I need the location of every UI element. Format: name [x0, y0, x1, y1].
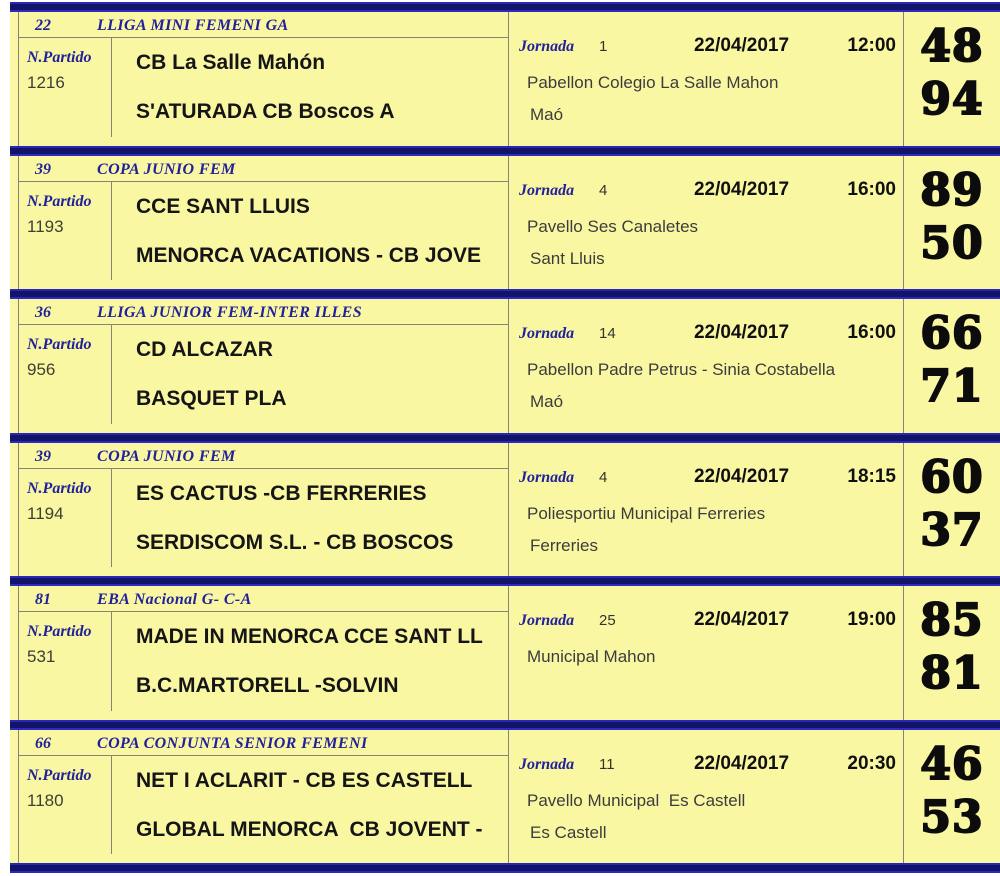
jornada-number: 1 [599, 38, 608, 55]
jornada-number: 25 [599, 612, 616, 629]
home-team-name: CB La Salle Mahón [136, 51, 326, 74]
match-teams-area [19, 182, 508, 290]
separator-bar [10, 2, 1000, 12]
jornada-row [509, 609, 903, 631]
npartido-value: 956 [27, 360, 56, 379]
venue-city: Maó [530, 392, 564, 411]
match-time: 12:00 [847, 35, 896, 56]
jornada-row [509, 466, 903, 488]
venue-name: Pabellon Padre Petrus - Sinia Costabella [527, 360, 836, 379]
jornada-number: 4 [599, 181, 608, 199]
venue-name: Pavello Ses Canaletes [527, 216, 699, 236]
away-team-name: B.C.MARTORELL -SOLVIN [136, 674, 399, 697]
away-score: 53 [920, 791, 984, 843]
away-score: 50 [920, 217, 984, 269]
match-score-cell [903, 443, 1000, 577]
match-number-column [19, 756, 112, 855]
npartido-label: N.Partido [27, 623, 92, 640]
match-competition-cell [18, 12, 508, 146]
match-number-column [19, 469, 112, 568]
away-team-name: SERDISCOM S.L. - CB BOSCOS [136, 530, 454, 554]
match-date: 22/04/2017 [693, 35, 790, 56]
separator-bar [10, 720, 1000, 730]
npartido-label: N.Partido [27, 49, 92, 66]
home-team-name: MADE IN MENORCA CCE SANT LL [136, 625, 483, 648]
match-competition-cell [18, 730, 508, 864]
venue-name: Poliesportiu Municipal Ferreries [527, 503, 766, 523]
match-competition-cell [18, 156, 508, 290]
match-score-cell [903, 586, 1000, 720]
separator-bar [10, 289, 1000, 299]
competition-header [19, 299, 508, 325]
jornada-label: Jornada [519, 181, 575, 199]
match-number-column [19, 325, 112, 424]
npartido-label: N.Partido [27, 766, 92, 784]
match-date: 22/04/2017 [693, 322, 790, 343]
competition-name: LLIGA MINI FEMENI GA [97, 17, 289, 34]
match-competition-cell [18, 299, 508, 433]
match-row [10, 299, 1000, 433]
competition-header [19, 156, 508, 182]
jornada-label: Jornada [519, 38, 575, 55]
competition-header [19, 730, 508, 756]
away-team-name: BASQUET PLA [136, 387, 287, 410]
competition-id: 39 [35, 160, 51, 178]
separator-bar [10, 863, 1000, 873]
jornada-row [509, 35, 903, 57]
match-row [10, 156, 1000, 290]
match-time: 16:00 [847, 178, 896, 200]
home-score: 89 [920, 164, 984, 216]
separator-bar [10, 146, 1000, 156]
npartido-value: 531 [27, 647, 56, 666]
match-number-column [19, 182, 112, 281]
match-schedule-cell [508, 586, 903, 720]
away-team-name: MENORCA VACATIONS - CB JOVE [136, 243, 481, 267]
match-time: 20:30 [847, 752, 896, 774]
separator-bar [10, 433, 1000, 443]
match-number-column [19, 612, 112, 711]
separator-bar [10, 576, 1000, 586]
teams-list [112, 325, 508, 433]
match-competition-cell [18, 586, 508, 720]
home-score: 60 [920, 451, 984, 503]
match-date: 22/04/2017 [693, 609, 790, 630]
teams-list [112, 756, 508, 864]
jornada-label: Jornada [519, 325, 575, 342]
npartido-value: 1193 [27, 216, 64, 236]
match-time: 19:00 [847, 609, 896, 630]
match-number-column [19, 38, 112, 137]
match-competition-cell [18, 443, 508, 577]
match-time: 16:00 [847, 322, 896, 343]
npartido-label: N.Partido [27, 192, 92, 210]
match-schedule-cell [508, 12, 903, 146]
match-row [10, 586, 1000, 720]
competition-header [19, 12, 508, 38]
match-time: 18:15 [847, 465, 896, 487]
jornada-number: 14 [599, 325, 616, 342]
home-score: 66 [920, 308, 984, 360]
match-teams-area [19, 325, 508, 433]
home-score: 48 [920, 21, 984, 73]
away-score: 94 [920, 74, 984, 126]
away-score: 71 [920, 361, 984, 413]
competition-name: LLIGA JUNIOR FEM-INTER ILLES [97, 304, 363, 321]
match-date: 22/04/2017 [693, 178, 790, 200]
npartido-label: N.Partido [27, 336, 92, 353]
away-score: 81 [920, 648, 984, 700]
home-score: 85 [920, 595, 984, 647]
home-team-name: NET I ACLARIT - CB ES CASTELL [136, 768, 473, 792]
jornada-label: Jornada [519, 612, 575, 629]
teams-list [112, 612, 508, 720]
competition-id: 81 [35, 591, 51, 608]
competition-header [19, 443, 508, 469]
match-date: 22/04/2017 [693, 752, 790, 774]
match-row [10, 12, 1000, 146]
jornada-number: 11 [599, 755, 615, 773]
jornada-label: Jornada [519, 755, 575, 773]
competition-id: 66 [35, 734, 51, 752]
away-team-name: S'ATURADA CB Boscos A [136, 100, 395, 123]
home-team-name: CD ALCAZAR [136, 338, 273, 361]
teams-list [112, 38, 508, 146]
match-schedule-cell [508, 299, 903, 433]
venue-name: Pabellon Colegio La Salle Mahon [527, 73, 779, 92]
competition-id: 22 [35, 17, 51, 34]
home-team-name: CCE SANT LLUIS [136, 194, 310, 218]
results-sheet [10, 2, 1000, 873]
competition-id: 36 [35, 304, 51, 321]
match-schedule-cell [508, 156, 903, 290]
jornada-label: Jornada [519, 468, 575, 486]
competition-name: EBA Nacional G- C-A [97, 591, 252, 608]
match-schedule-cell [508, 443, 903, 577]
match-score-cell [903, 12, 1000, 146]
match-teams-area [19, 469, 508, 577]
teams-list [112, 469, 508, 577]
teams-list [112, 182, 508, 290]
venue-city: Sant Lluis [530, 248, 605, 268]
npartido-value: 1194 [27, 503, 64, 523]
competition-id: 39 [35, 447, 51, 465]
venue-name: Pavello Municipal Es Castell [527, 790, 746, 810]
match-score-cell [903, 156, 1000, 290]
venue-city: Es Castell [530, 822, 607, 842]
home-score: 46 [920, 738, 984, 790]
home-team-name: ES CACTUS -CB FERRERIES [136, 481, 427, 505]
venue-name: Municipal Mahon [527, 647, 656, 666]
match-teams-area [19, 756, 508, 864]
venue-city: Maó [530, 105, 564, 124]
jornada-row [509, 179, 903, 201]
competition-name: COPA JUNIO FEM [97, 160, 236, 178]
jornada-row [509, 753, 903, 775]
match-score-cell [903, 299, 1000, 433]
npartido-label: N.Partido [27, 479, 92, 497]
venue-city: Ferreries [530, 535, 599, 555]
match-teams-area [19, 38, 508, 146]
match-score-cell [903, 730, 1000, 864]
match-row [10, 443, 1000, 577]
npartido-value: 1180 [27, 790, 64, 810]
match-row [10, 730, 1000, 864]
away-score: 37 [920, 504, 984, 556]
competition-header [19, 586, 508, 612]
jornada-row [509, 322, 903, 344]
match-date: 22/04/2017 [693, 465, 790, 487]
competition-name: COPA CONJUNTA SENIOR FEMENI [97, 734, 368, 752]
match-schedule-cell [508, 730, 903, 864]
competition-name: COPA JUNIO FEM [97, 447, 236, 465]
away-team-name: GLOBAL MENORCA CB JOVENT - [136, 817, 483, 841]
npartido-value: 1216 [27, 73, 65, 92]
match-teams-area [19, 612, 508, 720]
jornada-number: 4 [599, 468, 608, 486]
